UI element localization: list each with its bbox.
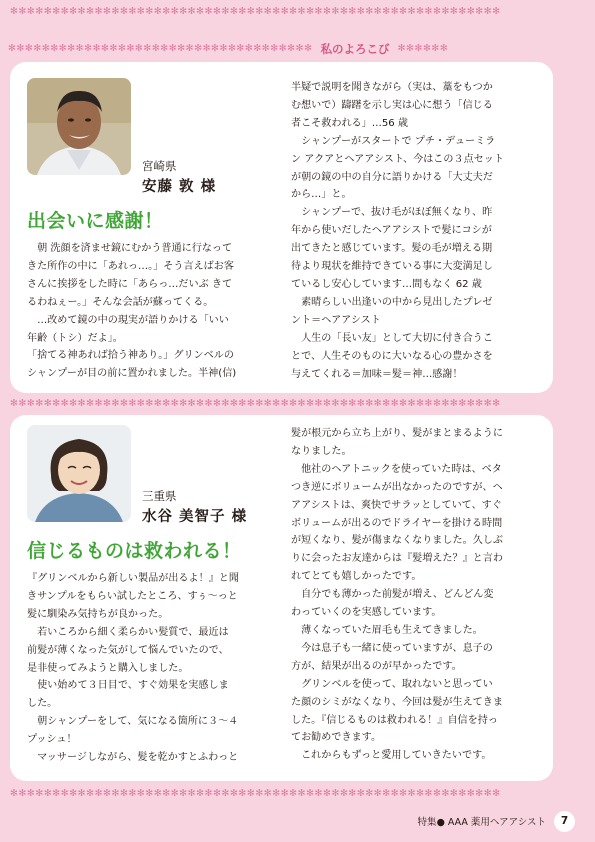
article-right-column [291,79,539,383]
footer-dot: ● [436,817,445,828]
page-footer [418,810,575,832]
section-header [8,42,588,56]
author-prefecture: 三重県 [142,489,177,503]
section-title: 私のよろこび [320,42,390,56]
footer-label: 特集 [417,817,437,828]
article-right-text: 髪が根元から立ち上がり、髪がまとまるように なりました。 他社のヘアトニックを使っていた時は、ベタ つき逆にボリュームが出なかったのですが、ヘ アアシストは、爽快でサラッとしていて、すぐ ボリュームが出るのでドライヤーを掛ける時間 が短くなり、髪が傷まなくなりました。久しぶ りに会ったお友達からは『髪増えた？』と言わ れてとても嬉しかったです。 自分でも薄かった前髪が増え、どんどん変 わっていくのを実感しています。 薄くなっていた眉毛も生えてきました。 今は息子も一緒に使っていますが、息子の 方が、結果が出るのが早かったです。 グリンベルを使って、取れないと思ってい た顔のシミがなくなり、今回は髪が生えてきま した。『信じるものは救われる！』自信を持っ てお勧めできます。 これからもずっと愛用していきたいです。 [291,428,503,762]
page-number: 7 [554,811,575,832]
article-left-column [27,570,271,767]
author-prefecture: 宮崎県 [142,159,177,173]
middle-star-divider: ✻✻✻✻✻✻✻✻✻✻✻✻✻✻✻✻✻✻✻✻✻✻✻✻✻✻✻✻✻✻✻✻✻✻✻✻✻✻✻✻✻✻✻✻✻✻✻✻✻✻✻✻✻✻✻✻✻✻ [10,398,501,409]
bottom-star-border: ✻✻✻✻✻✻✻✻✻✻✻✻✻✻✻✻✻✻✻✻✻✻✻✻✻✻✻✻✻✻✻✻✻✻✻✻✻✻✻✻✻✻✻✻✻✻✻✻✻✻✻✻✻✻✻✻✻✻ [10,788,501,799]
article-left-text: 『グリンベルから新しい製品が出るよ！』と聞 きサンプルをもらい試したところ、すぅ～っと 髪に馴染み気持ちが良かった。 若いころから細く柔らかい髪質で、最近は 前髪が薄くなった気がして悩んでいたので、 是非使ってみようと購入しました。 使い始めて３日目で、すぐ効果を実感しま した。 朝シャンプーをして、気になる箇所に３～４ プッシュ！ マッサージしながら、髪を乾かすとふわっと [27,573,239,764]
header-stars-left: ✻✻✻✻✻✻✻✻✻✻✻✻✻✻✻✻✻✻✻✻✻✻✻✻✻✻✻✻✻✻✻✻✻✻✻✻ [8,43,313,54]
article-headline: 出会いに感謝！ [27,210,164,232]
article-card-mizutani [10,415,553,781]
article-right-column [291,425,539,765]
article-card-ando [10,62,553,393]
article-left-column [27,240,271,383]
portrait-mizutani-image [27,425,131,522]
article-left-text: 朝 洗顔を済ませ鏡にむかう普通に行なって きた所作の中に「あれっ…。」そう言えばお客 さんに挨拶をした時に「あらっ…だいぶ きて るわねぇー。」そんな会話が蘇ってくる。 …改めて鏡の中の現実が語りかける「いい 年齢（トシ）だよ」。 「捨てる神あれば拾う神あり。」グリンベルの シャンプーが目の前に置かれました。半神(信) [27,243,237,380]
portrait-ando-image [27,78,131,175]
author-name: 安藤 敦 様 [142,179,217,195]
header-stars-right: ✻✻✻✻✻✻ [397,43,449,54]
article-right-text: 半疑で説明を聞きながら（実は、藁をもつか む想いで）躊躇を示し実は心に想う「信じる 者こそ救われる」…56 歳 シャンプーがスタートで プチ・デューミラ ン アクアとヘアアシスト、今はこの３点セット が朝の鏡の中の自分に語りかける「大丈夫だ から…」と。 シャンプーで、抜け毛がほぼ無くなり、昨 年から使いだしたヘアアシストで髪にコシが 出てきたと感じています。髪の毛が増える期 待より現状を維持できている事に大変満足し ているし安心しています…間もなく 62 歳 素晴らしい出逢いの中から見出したプレゼ ント＝ヘアアシスト 人生の「長い友」として大切に付き合うこ とで、人生そのものに大いなる心の豊かさを 与えてくれる＝加味＝髪＝神…感謝！ [291,82,504,380]
author-name: 水谷 美智子 様 [142,509,248,525]
footer-product: AAA 薬用ヘアアシスト [447,817,546,828]
portrait-mizutani [27,425,131,522]
article-headline: 信じるものは救われる！ [27,540,242,562]
footer-text [418,814,546,828]
top-star-border: ✻✻✻✻✻✻✻✻✻✻✻✻✻✻✻✻✻✻✻✻✻✻✻✻✻✻✻✻✻✻✻✻✻✻✻✻✻✻✻✻✻✻✻✻✻✻✻✻✻✻✻✻✻✻✻✻✻✻ [10,6,501,17]
portrait-ando [27,78,131,175]
